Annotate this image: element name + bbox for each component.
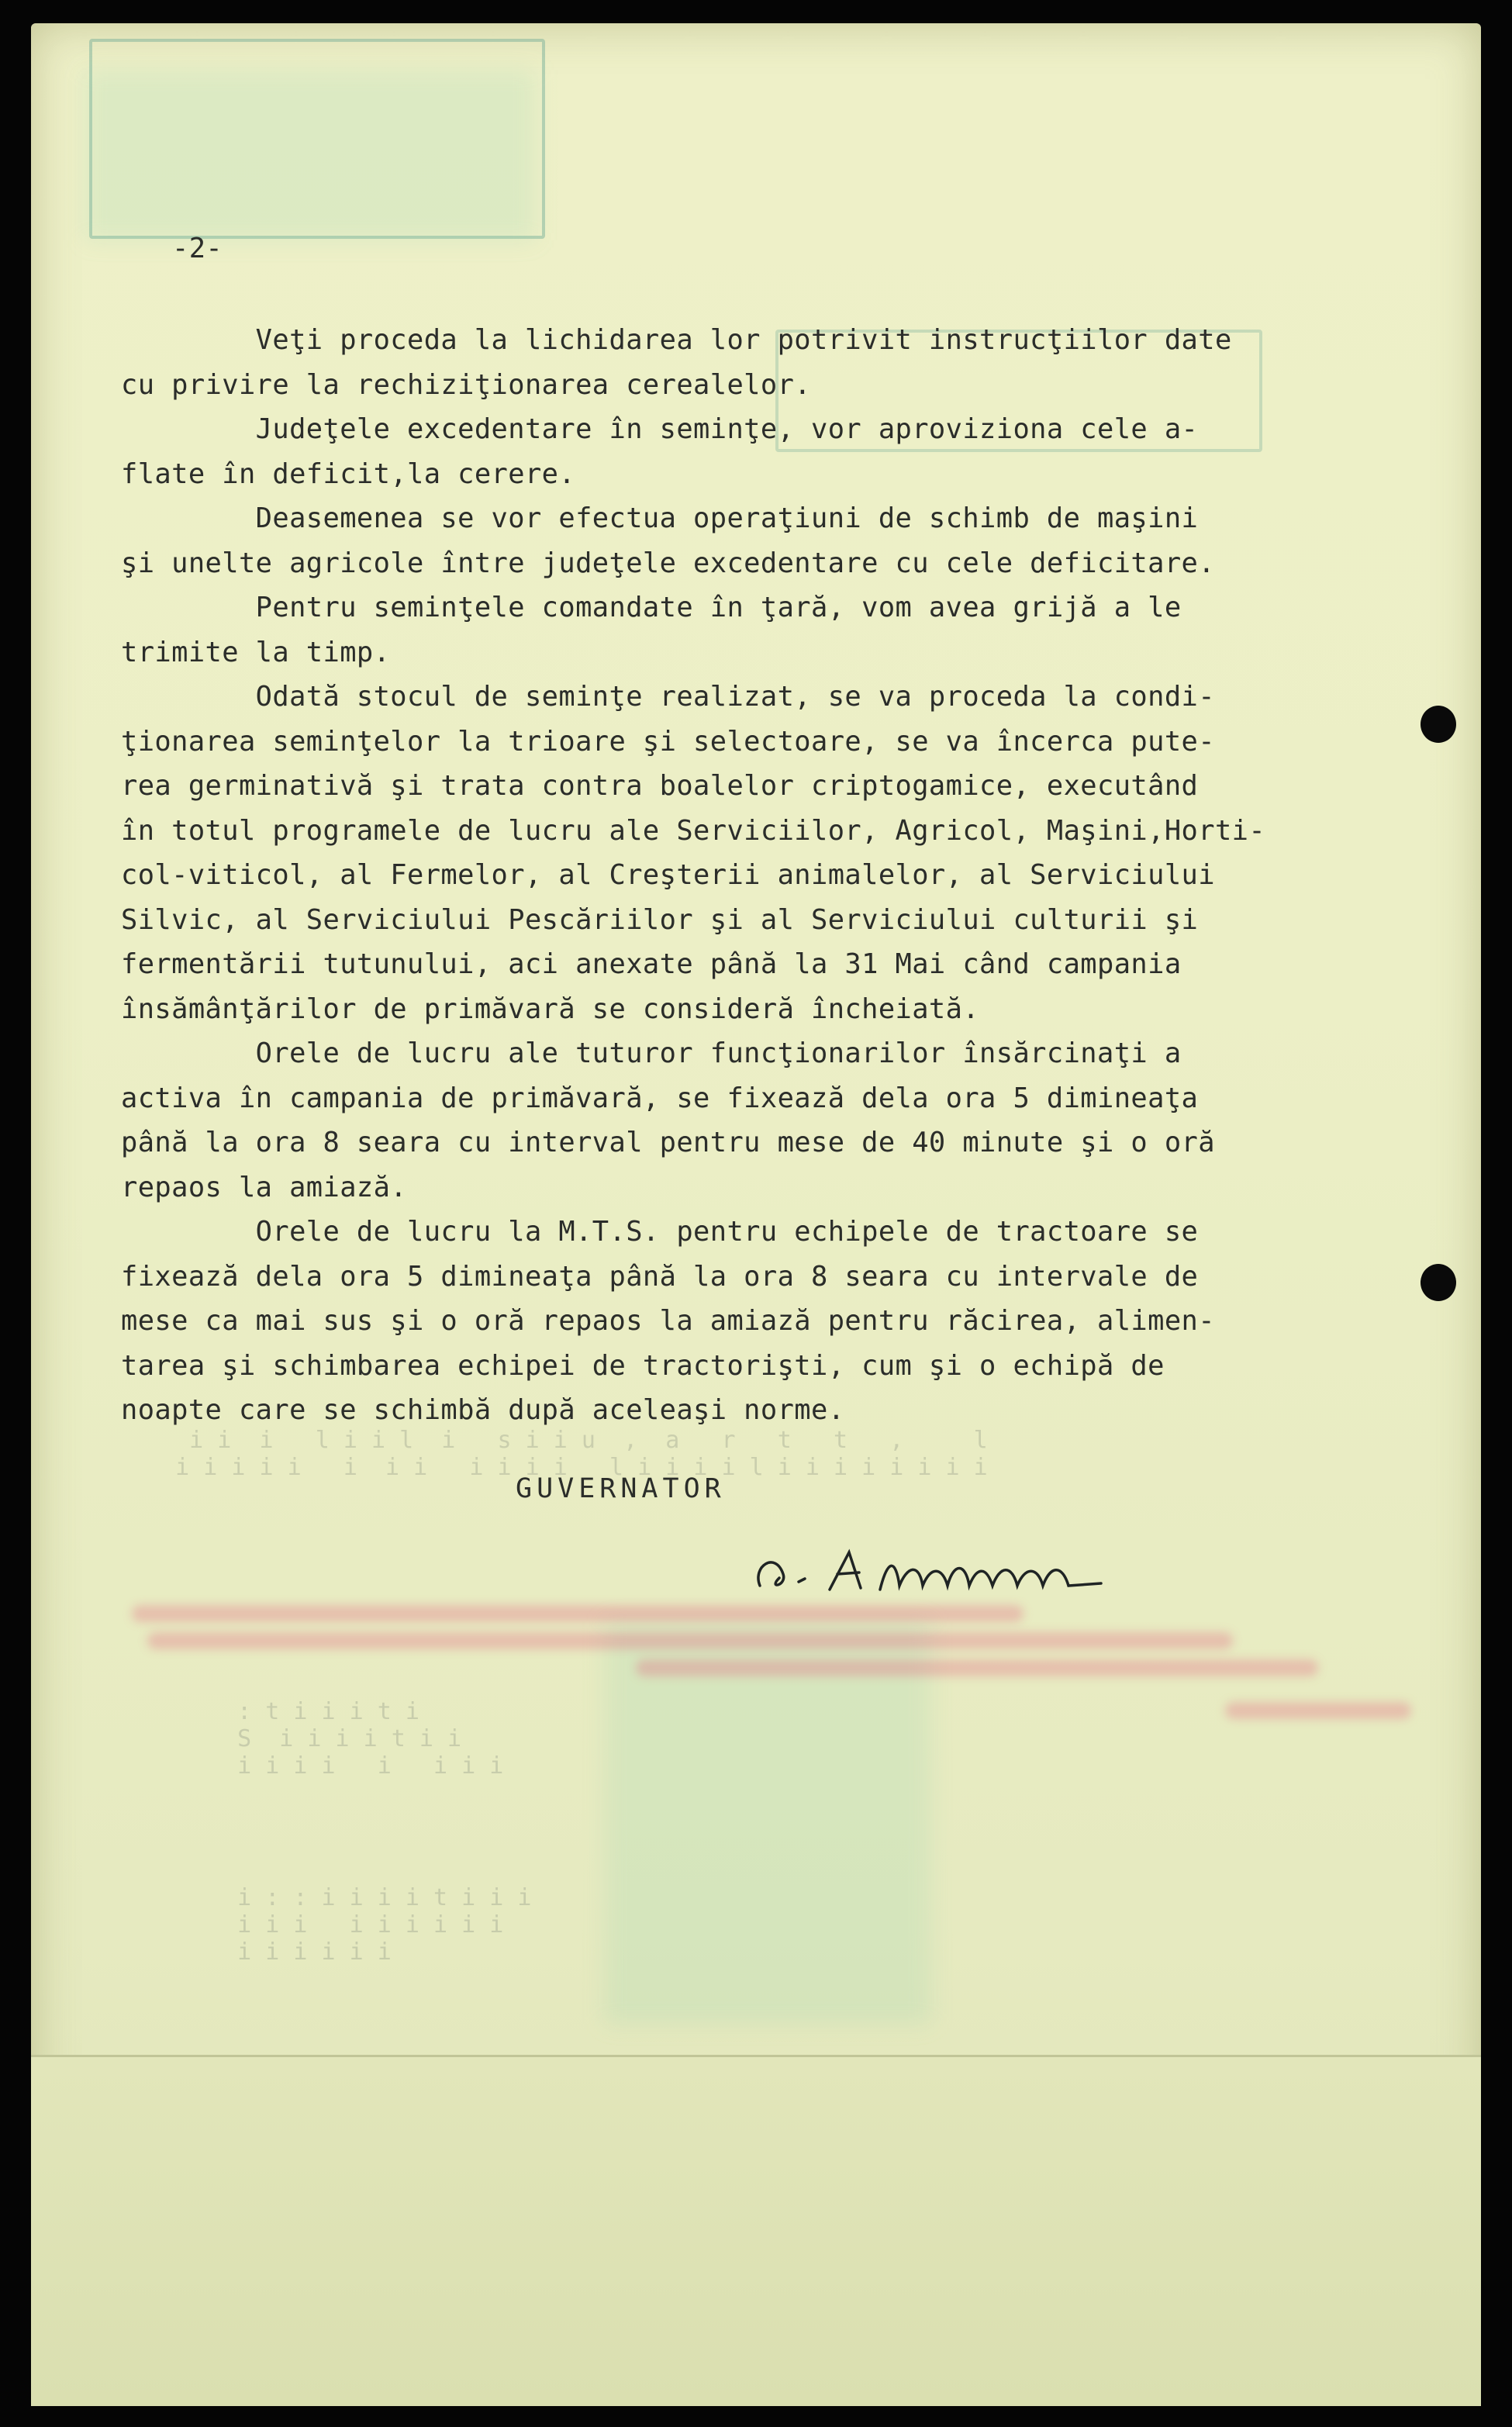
handwritten-signature	[744, 1543, 1148, 1605]
bleed-through-stamp-lines: : t i i i t i S i i i i t i i i i i i i i i i	[237, 1698, 504, 1780]
signature-title: GUVERNATOR	[516, 1473, 726, 1504]
red-ink-streak	[636, 1659, 1318, 1676]
red-ink-streak	[132, 1605, 1024, 1622]
green-stain-mid	[605, 1621, 930, 2024]
body-text: Veţi proceda la lichidarea lor potrivit instrucţiilor date cu privire la rechiziţionarea cerealelor. Judeţele excedentare în seminţe, vor aproviziona cele a- flate în deficit,la cerere. Deasemenea se vor efectua operaţiuni de schimb de maşini şi unelte agricole între judeţele excedentare cu cele deficitare. Pentru seminţele comandate în ţară, vom avea grijă a le trimite la timp. Odată stocul de seminţe realizat, se va proceda la condi- ţionarea seminţelor la trioare şi selectoare, se va încerca pute- rea germinativă şi trata contra boalelor criptogamice, executând în totul programele de lucru ale Serviciilor, Agricol, Maşini,Horti- col-viticol, al Fermelor, al Creşterii animalelor, al Serviciului Silvic, al Serviciului Pescăriilor şi al Serviciului culturii şi fermentării tutunului, aci anexate până la 31 Mai când campania însămânţărilor de primăvară se consideră încheiată. Orele de lucru ale tuturor funcţionarilor însărcinaţi a activa în campania de primăvară, se fixează dela ora 5 dimineaţa până la ora 8 seara cu interval pentru mese de 40 minute şi o oră repaos la amiază. Orele de lucru la M.T.S. pentru echipele de tractoare se fixează dela ora 5 dimineaţa până la ora 8 seara cu intervale de mese ca mai sus şi o oră repaos la amiază pentru răcirea, alimen- tarea şi schimbarea echipei de tractorişti, cum şi o echipă de noapte care se schimbă după aceleaşi norme.	[121, 324, 1266, 1426]
paper-fold	[31, 2055, 1481, 2406]
punch-hole-bottom	[1421, 1264, 1456, 1301]
bleed-through-text: i i i l i i l i s i i u , a r t t , l i i i i i i i i i i i i l i i i i l i i i i i i i i	[175, 1427, 988, 1481]
punch-hole-top	[1421, 706, 1456, 743]
page-number: -2-	[172, 233, 223, 264]
bleed-through-bottom-lines: i : : i i i i t i i i i i i i i i i i i i i i i i i	[237, 1884, 532, 1966]
red-ink-streak	[1225, 1702, 1411, 1719]
green-stain-top	[85, 70, 535, 240]
red-ink-streak	[147, 1632, 1233, 1649]
